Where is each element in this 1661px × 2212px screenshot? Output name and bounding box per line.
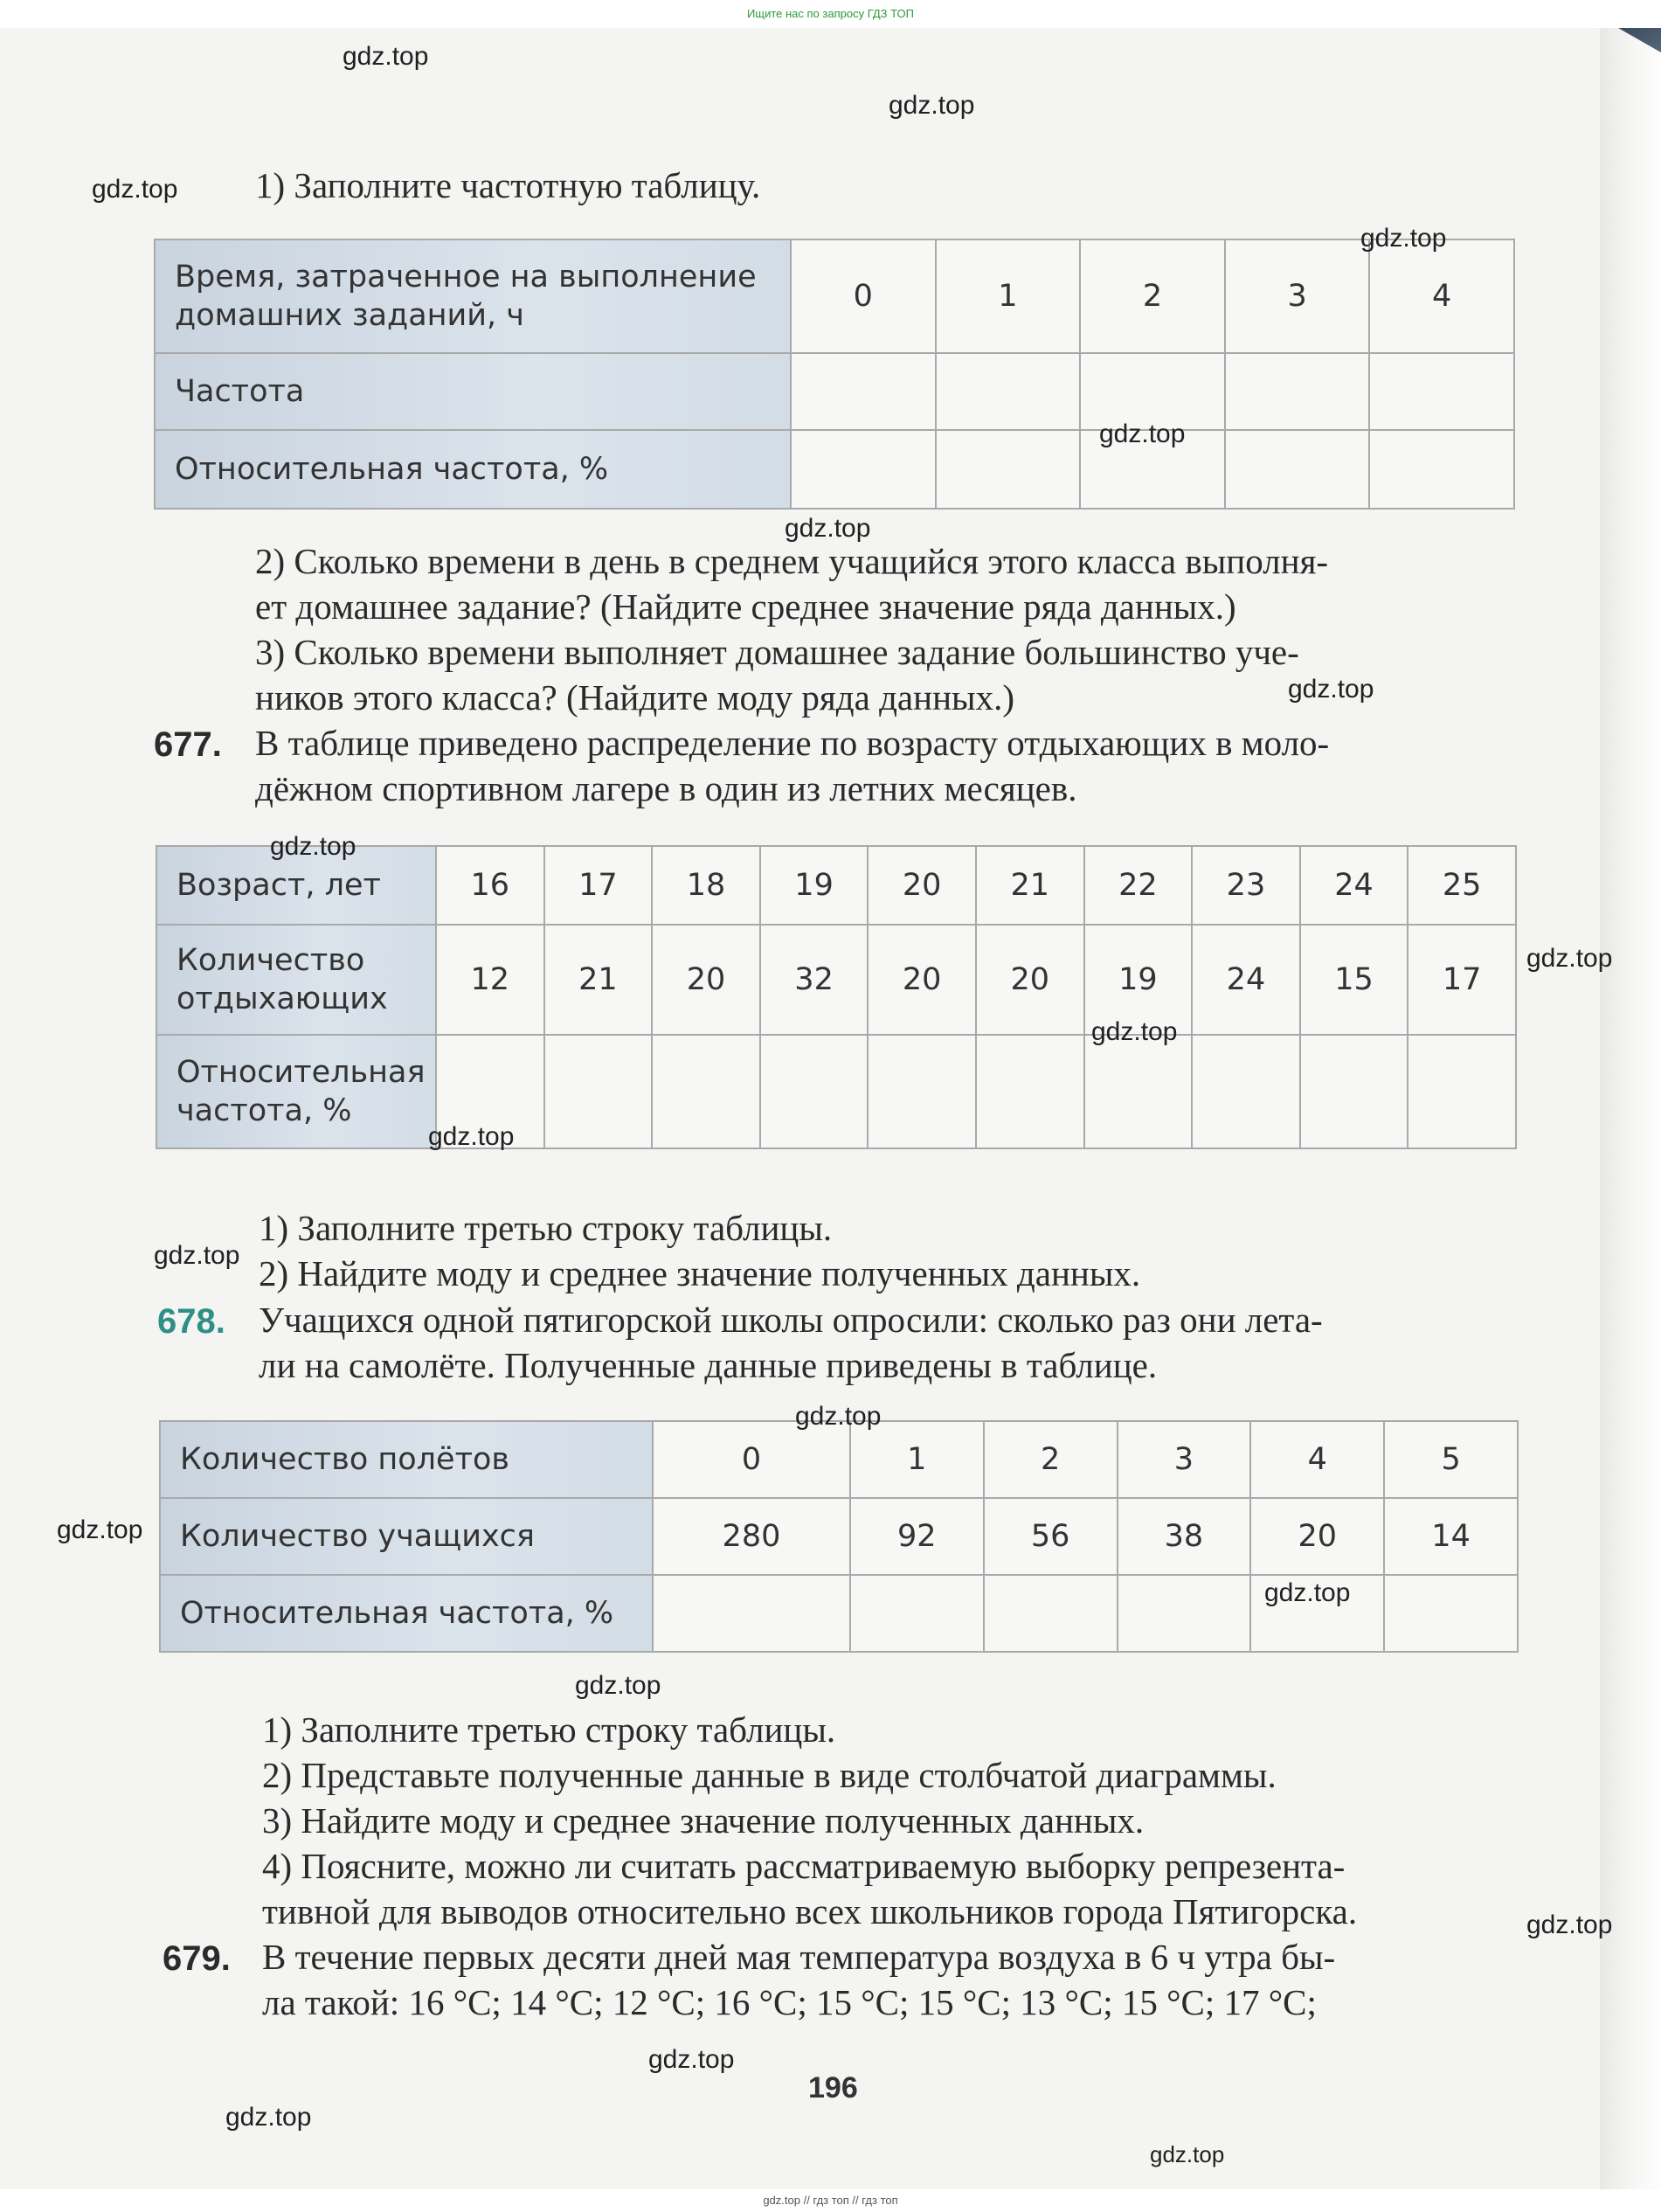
page-edge-shadow — [1600, 0, 1661, 2212]
table-cell: 25 — [1408, 846, 1516, 925]
table-cell-empty — [936, 430, 1081, 509]
table-head-line: домашних заданий, ч — [175, 298, 524, 333]
table-cell: 23 — [1192, 846, 1300, 925]
table-head-line: частота, % — [176, 1093, 352, 1128]
table-cell: 15 — [1300, 925, 1408, 1035]
watermark-text: gdz.top — [889, 91, 975, 120]
table-cell: 17 — [544, 846, 653, 925]
watermark-text: gdz.top — [1288, 675, 1374, 704]
table-cell: 17 — [1408, 925, 1516, 1035]
table-row-head: Частота — [155, 353, 791, 430]
table-row-head: Количество учащихся — [160, 1498, 653, 1575]
task677-question-1: 1) Заполните третью строку таблицы. — [259, 1208, 833, 1248]
table-cell: 20 — [976, 925, 1084, 1035]
task676-question-2-line: ет домашнее задание? (Найдите среднее значение ряда данных.) — [255, 586, 1236, 627]
watermark-text: gdz.top — [270, 832, 356, 861]
task678-text-line: Учащихся одной пятигорской школы опросили: сколько раз они лета- — [259, 1300, 1323, 1340]
table-cell: 3 — [1118, 1421, 1251, 1498]
task-number: 678. — [157, 1302, 225, 1341]
header-note: Ищите нас по запросу ГДЗ ТОП — [0, 0, 1661, 28]
table-cell: 280 — [653, 1498, 850, 1575]
task679-text-line: ла такой: 16 °С; 14 °С; 12 °С; 16 °С; 15 °С; 15 °С; 13 °С; 15 °С; 17 °С; — [262, 1982, 1317, 2022]
watermark-text: gdz.top — [1526, 1910, 1613, 1939]
table-cell-empty — [1080, 353, 1225, 430]
table-cell: 18 — [652, 846, 760, 925]
table-cell: 21 — [976, 846, 1084, 925]
table-cell-empty — [936, 353, 1081, 430]
table-cell-empty — [653, 1575, 850, 1652]
task676-question-2-line: 2) Сколько времени в день в среднем учащийся этого класса выполня- — [255, 541, 1329, 581]
table-cell: 19 — [1084, 925, 1193, 1035]
table-cell: 14 — [1384, 1498, 1518, 1575]
task678-question-2: 2) Представьте полученные данные в виде столбчатой диаграммы. — [262, 1755, 1277, 1795]
watermark-text: gdz.top — [1264, 1578, 1351, 1607]
table-cell: 2 — [984, 1421, 1118, 1498]
task679-text-line: В течение первых десяти дней мая температура воздуха в 6 ч утра бы- — [262, 1937, 1336, 1977]
table-cell-empty — [1369, 353, 1514, 430]
watermark-text: gdz.top — [1526, 944, 1613, 973]
table-head-line: Относительная — [176, 1055, 426, 1090]
table-cell: 5 — [1384, 1421, 1518, 1498]
table-head-line: Количество — [176, 943, 365, 978]
watermark-text: gdz.top — [785, 514, 871, 543]
watermark-text: gdz.top — [795, 1402, 882, 1431]
table-cell-empty — [984, 1575, 1118, 1652]
table-cell: 20 — [868, 925, 976, 1035]
watermark-text: gdz.top — [1099, 420, 1186, 448]
watermark-text: gdz.top — [1360, 224, 1447, 253]
watermark-text: gdz.top — [648, 2045, 735, 2074]
watermark-text: gdz.top — [225, 2103, 312, 2132]
table-cell-empty — [868, 1035, 976, 1148]
task677-text-line: В таблице приведено распределение по возрасту отдыхающих в моло- — [255, 723, 1330, 763]
task677-age-table — [156, 845, 1517, 1149]
table-cell-empty — [791, 430, 936, 509]
table-cell-empty — [976, 1035, 1084, 1148]
table-cell: 0 — [791, 239, 936, 353]
watermark-text: gdz.top — [575, 1671, 661, 1700]
table-cell: 1 — [850, 1421, 984, 1498]
table-row-head — [156, 1035, 436, 1148]
table-cell: 32 — [760, 925, 869, 1035]
table-cell: 2 — [1080, 239, 1225, 353]
table-head-line: Время, затраченное на выполнение — [175, 260, 757, 295]
watermark-text: gdz.top — [1150, 2141, 1225, 2167]
table-cell: 20 — [868, 846, 976, 925]
table-cell: 19 — [760, 846, 869, 925]
table-cell: 20 — [1250, 1498, 1384, 1575]
table-cell-empty — [1300, 1035, 1408, 1148]
page-number: 196 — [808, 2071, 858, 2105]
table-cell-empty — [1225, 353, 1370, 430]
table-head-line: отдыхающих — [176, 981, 388, 1016]
task676-frequency-table — [154, 239, 1515, 510]
task678-flights-table — [159, 1420, 1519, 1653]
task678-question-4-line: тивной для выводов относительно всех школьников города Пятигорска. — [262, 1891, 1358, 1931]
table-cell-empty — [1192, 1035, 1300, 1148]
table-row-head: Относительная частота, % — [160, 1575, 653, 1652]
watermark-text: gdz.top — [57, 1515, 143, 1544]
table-cell: 38 — [1118, 1498, 1251, 1575]
table-cell-empty — [1408, 1035, 1516, 1148]
table-cell: 3 — [1225, 239, 1370, 353]
task677-question-2: 2) Найдите моду и среднее значение полученных данных. — [259, 1253, 1141, 1293]
table-cell: 1 — [936, 239, 1081, 353]
task676-question-1: 1) Заполните частотную таблицу. — [255, 165, 761, 205]
task676-question-3-line: 3) Сколько времени выполняет домашнее задание большинство уче- — [255, 632, 1299, 672]
table-cell: 4 — [1369, 239, 1514, 353]
watermark-text: gdz.top — [343, 42, 429, 71]
table-cell-empty — [1369, 430, 1514, 509]
table-cell-empty — [1225, 430, 1370, 509]
table-cell: 56 — [984, 1498, 1118, 1575]
table-cell: 21 — [544, 925, 653, 1035]
table-cell-empty — [1384, 1575, 1518, 1652]
watermark-text: gdz.top — [154, 1241, 240, 1270]
table-cell: 4 — [1250, 1421, 1384, 1498]
table-row-head: Относительная частота, % — [155, 430, 791, 509]
watermark-text: gdz.top — [428, 1122, 515, 1151]
footer-note: gdz.top // гдз топ // гдз топ — [0, 2189, 1661, 2212]
table-cell: 16 — [436, 846, 544, 925]
task-number: 677. — [154, 725, 222, 764]
table-cell: 92 — [850, 1498, 984, 1575]
table-row-head: Возраст, лет — [156, 846, 436, 925]
table-cell-empty — [1118, 1575, 1251, 1652]
table-row-head: Количество полётов — [160, 1421, 653, 1498]
task678-question-1: 1) Заполните третью строку таблицы. — [262, 1709, 836, 1750]
task677-text-line: дёжном спортивном лагере в один из летних месяцев. — [255, 768, 1077, 808]
table-cell-empty — [544, 1035, 653, 1148]
task678-question-3: 3) Найдите моду и среднее значение полученных данных. — [262, 1800, 1145, 1841]
watermark-text: gdz.top — [1091, 1017, 1178, 1046]
table-row-head — [156, 925, 436, 1035]
table-cell-empty — [1084, 1035, 1193, 1148]
table-cell: 12 — [436, 925, 544, 1035]
table-cell: 22 — [1084, 846, 1193, 925]
table-cell: 24 — [1300, 846, 1408, 925]
table-cell-empty — [652, 1035, 760, 1148]
table-cell: 24 — [1192, 925, 1300, 1035]
table-cell-empty — [791, 353, 936, 430]
task-number: 679. — [163, 1939, 231, 1978]
table-row-head — [155, 239, 791, 353]
table-cell: 0 — [653, 1421, 850, 1498]
task676-question-3-line: ников этого класса? (Найдите моду ряда данных.) — [255, 677, 1014, 718]
table-cell: 20 — [652, 925, 760, 1035]
table-cell-empty — [760, 1035, 869, 1148]
table-cell-empty — [850, 1575, 984, 1652]
watermark-text: gdz.top — [92, 175, 178, 204]
task678-text-line: ли на самолёте. Полученные данные приведены в таблице. — [259, 1345, 1158, 1385]
task678-question-4-line: 4) Поясните, можно ли считать рассматриваемую выборку репрезента- — [262, 1846, 1346, 1886]
